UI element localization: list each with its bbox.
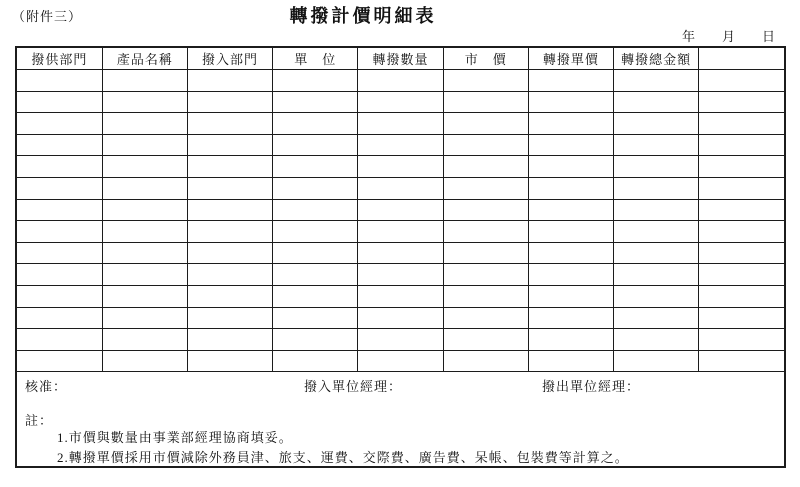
attachment-label: （附件三） <box>12 9 83 24</box>
table-cell <box>102 307 187 329</box>
table-cell <box>273 199 358 221</box>
pricing-table-head <box>17 48 784 70</box>
pricing-form <box>15 46 786 468</box>
table-cell <box>614 285 699 307</box>
date-month-label: 月 <box>722 29 736 44</box>
table-cell <box>187 221 272 243</box>
table-cell <box>358 199 443 221</box>
table-cell <box>699 70 784 92</box>
table-cell <box>187 329 272 351</box>
table-cell <box>528 329 613 351</box>
column-header: 撥入部門 <box>187 48 272 70</box>
table-cell <box>528 285 613 307</box>
table-cell <box>528 199 613 221</box>
table-cell <box>187 264 272 286</box>
table-cell <box>614 221 699 243</box>
table-cell <box>443 177 528 199</box>
table-cell <box>443 221 528 243</box>
table-cell <box>699 307 784 329</box>
table-cell <box>273 70 358 92</box>
table-row <box>17 329 784 351</box>
table-cell <box>528 350 613 372</box>
table-cell <box>358 113 443 135</box>
table-cell <box>614 177 699 199</box>
table-cell <box>358 350 443 372</box>
table-cell <box>614 134 699 156</box>
table-cell <box>358 70 443 92</box>
table-cell <box>17 221 102 243</box>
table-cell <box>187 70 272 92</box>
table-cell <box>187 177 272 199</box>
table-cell <box>102 70 187 92</box>
receiving-manager-label: 撥入單位經理： <box>304 379 403 395</box>
table-cell <box>273 329 358 351</box>
table-cell <box>273 91 358 113</box>
table-row <box>17 264 784 286</box>
table-cell <box>17 156 102 178</box>
table-cell <box>273 113 358 135</box>
table-cell <box>187 242 272 264</box>
table-cell <box>443 70 528 92</box>
table-cell <box>358 221 443 243</box>
table-cell <box>443 199 528 221</box>
table-cell <box>614 350 699 372</box>
table-cell <box>699 91 784 113</box>
note-line: 2.轉撥單價採用市價減除外務員津、旅支、運費、交際費、廣告費、呆帳、包裝費等計算之。 <box>57 450 629 466</box>
table-cell <box>614 242 699 264</box>
notes-label: 註： <box>25 413 54 429</box>
table-cell <box>102 329 187 351</box>
table-cell <box>187 350 272 372</box>
table-cell <box>358 91 443 113</box>
table-cell <box>443 350 528 372</box>
table-cell <box>17 134 102 156</box>
table-cell <box>187 91 272 113</box>
table-cell <box>187 113 272 135</box>
table-cell <box>699 113 784 135</box>
table-cell <box>273 307 358 329</box>
table-cell <box>443 264 528 286</box>
table-cell <box>17 199 102 221</box>
table-cell <box>699 134 784 156</box>
table-cell <box>614 329 699 351</box>
date-year-label: 年 <box>682 29 696 44</box>
table-row <box>17 156 784 178</box>
table-cell <box>102 177 187 199</box>
table-cell <box>17 350 102 372</box>
table-cell <box>17 285 102 307</box>
table-cell <box>273 264 358 286</box>
table-cell <box>528 177 613 199</box>
table-cell <box>102 242 187 264</box>
table-cell <box>358 177 443 199</box>
table-cell <box>699 221 784 243</box>
table-cell <box>102 156 187 178</box>
table-cell <box>614 307 699 329</box>
note-line: 1.市價與數量由事業部經理協商填妥。 <box>57 430 293 446</box>
column-header: 轉撥總金額 <box>614 48 699 70</box>
table-cell <box>614 70 699 92</box>
page-title: 轉撥計價明細表 <box>289 6 437 26</box>
date-line <box>682 26 775 45</box>
table-row <box>17 177 784 199</box>
table-cell <box>17 329 102 351</box>
table-cell <box>699 329 784 351</box>
table-cell <box>614 264 699 286</box>
table-cell <box>358 156 443 178</box>
table-cell <box>528 307 613 329</box>
table-cell <box>358 242 443 264</box>
table-cell <box>614 113 699 135</box>
table-row <box>17 307 784 329</box>
table-cell <box>17 264 102 286</box>
table-row <box>17 285 784 307</box>
table-cell <box>699 199 784 221</box>
table-cell <box>358 285 443 307</box>
approval-label: 核准： <box>25 379 68 395</box>
column-header: 市 價 <box>443 48 528 70</box>
table-cell <box>187 199 272 221</box>
table-cell <box>528 70 613 92</box>
table-cell <box>443 329 528 351</box>
table-cell <box>17 307 102 329</box>
table-cell <box>102 113 187 135</box>
table-cell <box>443 285 528 307</box>
pricing-table-body <box>17 70 784 372</box>
table-cell <box>443 91 528 113</box>
table-cell <box>17 113 102 135</box>
table-cell <box>102 221 187 243</box>
table-cell <box>102 199 187 221</box>
table-cell <box>528 113 613 135</box>
table-cell <box>102 134 187 156</box>
column-header: 撥供部門 <box>17 48 102 70</box>
table-cell <box>273 156 358 178</box>
issuing-manager-label: 撥出單位經理： <box>542 379 641 395</box>
table-cell <box>699 242 784 264</box>
table-cell <box>273 242 358 264</box>
table-row <box>17 91 784 113</box>
table-cell <box>699 177 784 199</box>
table-cell <box>102 264 187 286</box>
table-cell <box>17 70 102 92</box>
form-footer <box>17 372 784 464</box>
table-cell <box>528 264 613 286</box>
table-cell <box>614 91 699 113</box>
table-cell <box>273 285 358 307</box>
table-cell <box>443 134 528 156</box>
table-cell <box>358 307 443 329</box>
table-cell <box>699 264 784 286</box>
pricing-table <box>17 48 784 372</box>
table-cell <box>187 156 272 178</box>
table-row <box>17 221 784 243</box>
table-cell <box>443 242 528 264</box>
table-row <box>17 113 784 135</box>
date-day-label: 日 <box>762 29 776 44</box>
table-cell <box>273 134 358 156</box>
column-header <box>699 48 784 70</box>
table-cell <box>17 242 102 264</box>
table-cell <box>273 350 358 372</box>
table-cell <box>102 350 187 372</box>
table-cell <box>443 307 528 329</box>
table-cell <box>614 199 699 221</box>
table-cell <box>187 307 272 329</box>
table-cell <box>17 177 102 199</box>
column-header: 產品名稱 <box>102 48 187 70</box>
table-row <box>17 350 784 372</box>
column-header: 單 位 <box>273 48 358 70</box>
table-cell <box>528 91 613 113</box>
table-cell <box>614 156 699 178</box>
table-cell <box>699 350 784 372</box>
table-cell <box>273 177 358 199</box>
column-header: 轉撥單價 <box>528 48 613 70</box>
table-cell <box>528 242 613 264</box>
table-row <box>17 70 784 92</box>
table-row <box>17 199 784 221</box>
table-cell <box>187 285 272 307</box>
table-cell <box>528 134 613 156</box>
table-cell <box>358 134 443 156</box>
table-row <box>17 134 784 156</box>
column-header: 轉撥數量 <box>358 48 443 70</box>
table-cell <box>528 156 613 178</box>
table-cell <box>699 285 784 307</box>
header-row <box>17 48 784 70</box>
table-cell <box>187 134 272 156</box>
table-cell <box>358 264 443 286</box>
table-cell <box>699 156 784 178</box>
table-cell <box>528 221 613 243</box>
table-cell <box>358 329 443 351</box>
table-cell <box>443 113 528 135</box>
table-cell <box>102 91 187 113</box>
table-row <box>17 242 784 264</box>
table-cell <box>273 221 358 243</box>
table-cell <box>102 285 187 307</box>
table-cell <box>17 91 102 113</box>
table-cell <box>443 156 528 178</box>
